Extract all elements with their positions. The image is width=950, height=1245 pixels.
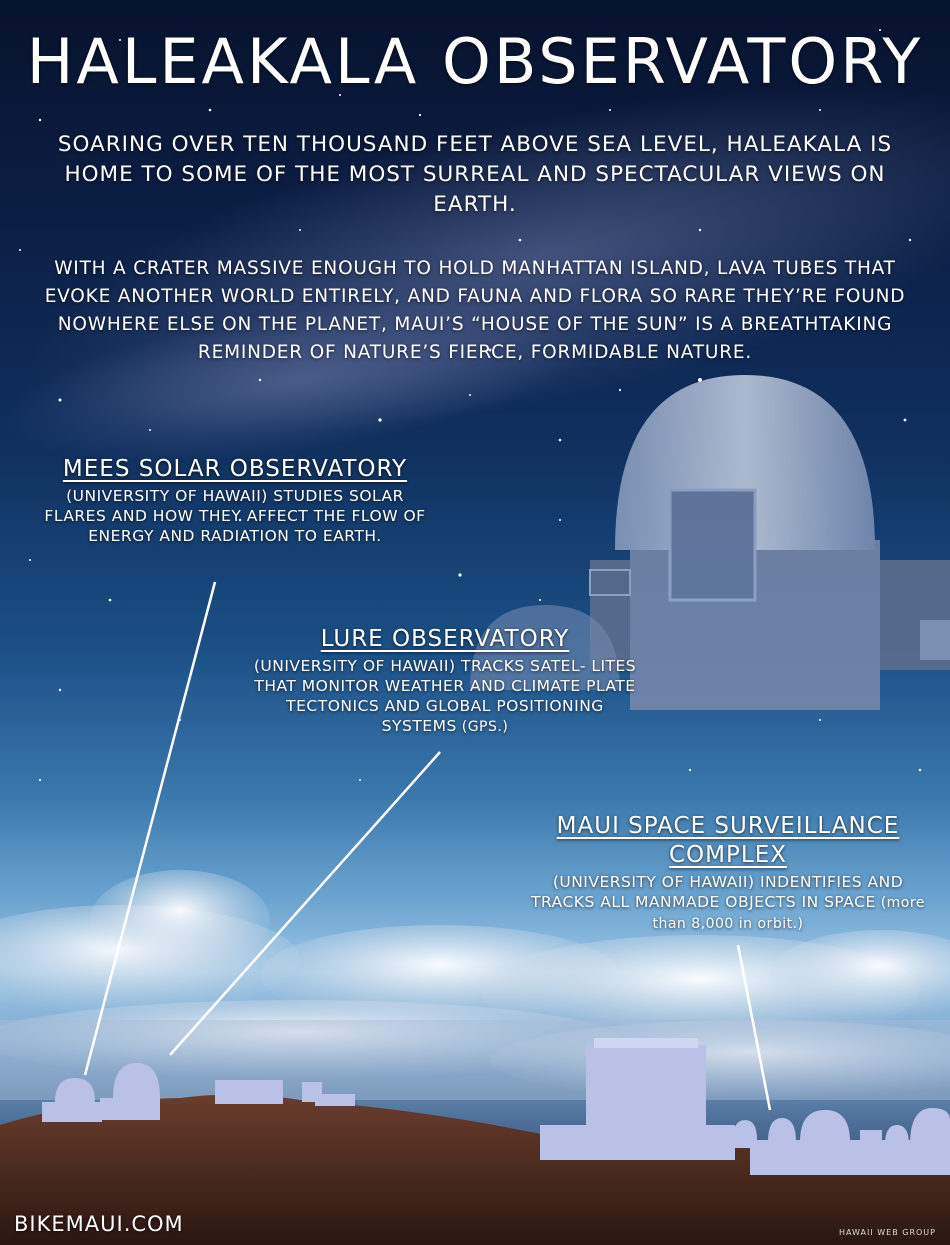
lure-text: (UNIVERSITY OF HAWAII) TRACKS SATEL- LITES THAT MONITOR WEATHER AND CLIMATE PLATE TECTONICS AND GLOBAL POSITIONING SYSTEMS: [253, 657, 637, 735]
description-text: WITH A CRATER MASSIVE ENOUGH TO HOLD MANHATTAN ISLAND, LAVA TUBES THAT EVOKE ANOTHER WORLD ENTIRELY, AND FAUNA AND FLORA SO RARE THEY’RE FOUND NOWHERE ELSE ON THE PLANET, MAUI’S “HOUSE OF THE SUN” IS A BREATHTAKING REMINDER OF NATURE’S FIERCE, FORMIDABLE NATURE.: [44, 258, 906, 363]
maui-space-surveillance-label: [528, 812, 928, 934]
mees-solar-observatory-label: [40, 455, 430, 546]
credit-text: HAWAII WEB GROUP: [839, 1228, 936, 1237]
maui-text-block: [528, 872, 928, 934]
maui-text-tail: (more than 8,000 in orbit.): [652, 895, 925, 932]
mees-title: MEES SOLAR OBSERVATORY: [62, 456, 408, 482]
maui-title: MAUI SPACE SURVEILLANCE COMPLEX: [556, 813, 900, 868]
page-title: HALEAKALA OBSERVATORY: [26, 25, 924, 98]
brand-link[interactable]: BIKEMAUI.COM: [14, 1212, 184, 1236]
maui-text: (UNIVERSITY OF HAWAII) INDENTIFIES AND TRACKS ALL MANMADE OBJECTS IN SPACE: [531, 873, 904, 911]
lure-observatory-label: [250, 625, 640, 737]
lure-text-block: [250, 656, 640, 737]
intro-text: SOARING OVER TEN THOUSAND FEET ABOVE SEA LEVEL, HALEAKALA IS HOME TO SOME OF THE MOST SURREAL AND SPECTACULAR VIEWS ON EARTH.: [57, 132, 893, 217]
mees-text: (UNIVERSITY OF HAWAII) STUDIES SOLAR FLARES AND HOW THEY AFFECT THE FLOW OF ENERGY AND RADIATION TO EARTH.: [44, 487, 426, 545]
lure-text-tail: (GPS.): [456, 719, 509, 735]
lure-title: LURE OBSERVATORY: [320, 626, 570, 652]
